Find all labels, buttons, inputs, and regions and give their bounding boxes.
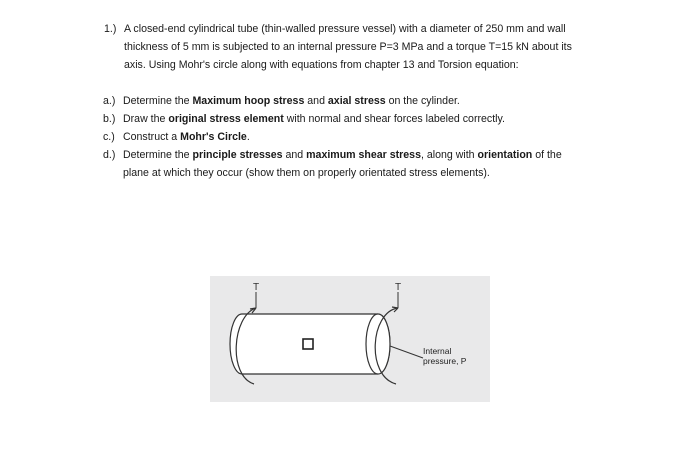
part-text-bold: Mohr's Circle: [180, 131, 247, 143]
part-a: [104, 92, 624, 110]
part-text: [123, 128, 624, 146]
part-text-plain: Draw the: [123, 113, 169, 125]
torque-label-left: T: [253, 282, 260, 293]
part-text-bold: maximum shear stress: [306, 149, 421, 161]
part-text-bold: axial stress: [327, 95, 386, 107]
part-letter: a.): [103, 95, 116, 107]
part-text-bold: orientation: [477, 149, 533, 161]
cylinder-figure: [210, 276, 490, 402]
part-text-plain: on the cylinder.: [385, 95, 460, 107]
part-text: [123, 146, 624, 182]
problem-parts: [104, 92, 624, 182]
part-text-plain: and: [282, 149, 307, 161]
part-d: [104, 146, 624, 182]
cylinder-diagram: [210, 276, 490, 402]
intro-line: axis. Using Mohr's circle along with equations from chapter 13 and Torsion equation:: [124, 59, 519, 71]
problem-number: 1.): [104, 23, 117, 35]
internal-pressure-label: [423, 346, 466, 366]
torque-label-right: T: [395, 282, 402, 293]
part-text: [123, 92, 624, 110]
part-text-plain: , along with: [420, 149, 478, 161]
problem-header: [104, 20, 624, 74]
intro-line: A closed-end cylindrical tube (thin-walled pressure vessel) with a diameter of 250 mm and wall: [124, 23, 566, 35]
part-letter: c.): [103, 131, 115, 143]
part-text-bold: original stress element: [168, 113, 284, 125]
part-text-plain: of the: [532, 149, 562, 161]
part-c: [104, 128, 624, 146]
part-letter: d.): [103, 149, 116, 161]
part-b: [104, 110, 624, 128]
part-text-bold: Maximum hoop stress: [192, 95, 305, 107]
part-letter: b.): [103, 113, 116, 125]
part-text-plain: .: [246, 131, 250, 143]
part-text-plain: Determine the: [123, 149, 193, 161]
part-text-plain: Construct a: [123, 131, 181, 143]
problem-statement: [104, 20, 624, 182]
intro-line: thickness of 5 mm is subjected to an internal pressure P=3 MPa and a torque T=15 kN about its: [124, 41, 572, 53]
pressure-label-line: pressure, P: [423, 356, 467, 366]
part-text-bold: principle stresses: [192, 149, 283, 161]
part-text-plain: and: [304, 95, 328, 107]
part-text-plain: Determine the: [123, 95, 193, 107]
part-text-plain: with normal and shear forces labeled correctly.: [283, 113, 505, 125]
part-text-plain: plane at which they occur (show them on properly orientated stress elements).: [123, 167, 490, 179]
problem-intro: [124, 20, 624, 74]
part-text: [123, 110, 624, 128]
pressure-label-line: Internal: [423, 346, 452, 356]
pressure-leader-line: [390, 346, 423, 358]
